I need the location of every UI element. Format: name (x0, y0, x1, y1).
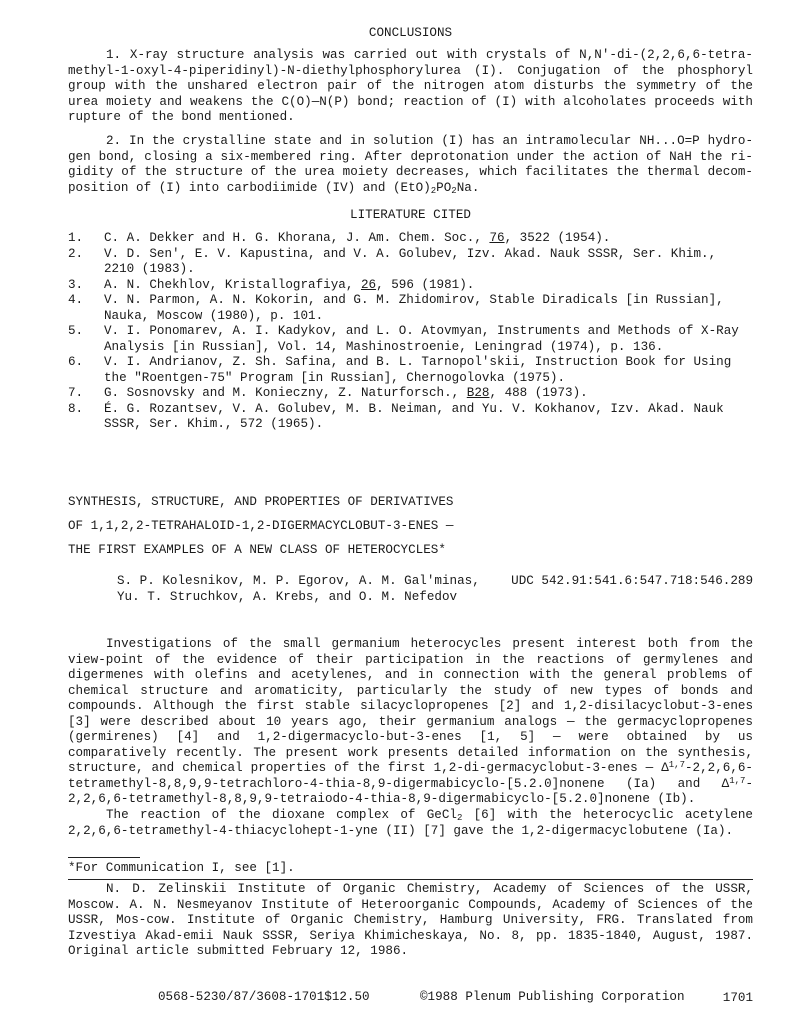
reference-text: V. N. Parmon, A. N. Kokorin, and G. M. Zhidomirov, Stable Diradicals [in Russian], Nauka, Moscow (1980), p. 101. (104, 293, 724, 323)
authors-line-1: S. P. Kolesnikov, M. P. Egorov, A. M. Gal'minas, (117, 574, 480, 588)
conclusion-item-2 (68, 134, 753, 196)
body-2-sub: 2 (456, 813, 463, 823)
reference-text-end: , 3522 (1954). (504, 231, 611, 245)
journal-code: 0568-5230/87/3608-1701$12.50 (158, 990, 370, 1004)
body-2-text-b: [6] with the heterocyclic acetylene 2,2,6,6-tetramethyl-4-thiacyclohept-1-yne (II) [7] gave the 1,2-digermacyclobutene (Ia). (68, 808, 753, 838)
reference-list (68, 231, 753, 433)
reference-item (68, 324, 753, 355)
article-title-line-3: THE FIRST EXAMPLES OF A NEW CLASS OF HETEROCYCLES* (68, 543, 446, 557)
udc-code: UDC 542.91:541.6:547.718:546.289 (511, 574, 753, 588)
authors-line-2: Yu. T. Struchkov, A. Krebs, and O. M. Nefedov (117, 589, 458, 604)
reference-item (68, 293, 753, 324)
reference-number: 2. (68, 246, 84, 261)
reference-number: 5. (68, 324, 84, 338)
reference-text-end: , 596 (1981). (376, 277, 475, 292)
article-title-line-1: SYNTHESIS, STRUCTURE, AND PROPERTIES OF DERIVATIVES (68, 495, 454, 509)
reference-item (68, 247, 753, 278)
footnote-star: *For Communication I, see [1]. (68, 861, 295, 875)
reference-number: 4. (68, 293, 84, 307)
reference-item (68, 386, 753, 402)
reference-volume: 76 (489, 231, 505, 245)
reference-text: V. I. Ponomarev, A. I. Kadykov, and L. O. Atovmyan, Instruments and Methods of X-Ray Analysis [in Russian], Vol. 14, Mashinostroenie, Leningrad (1974), p. 136. (104, 324, 739, 354)
reference-text-end: , 488 (1973). (489, 386, 588, 400)
body-1-text-b: -2,2,6,6-tetramethyl-8,8,9,9-tetrachloro-4-thia-8,9-digermabicyclo-[5.2.0]nonene (Ia) and Δ (68, 761, 753, 791)
conclusion-2-text-c: Na. (456, 180, 480, 195)
body-1-text-c: -2,2,6,6-tetramethyl-8,8,9,9-tetraiodo-4-thia-8,9-digermabicyclo-[5.2.0]nonene (Ib). (68, 776, 753, 806)
article-title (68, 490, 753, 562)
body-2-text-a: The reaction of the dioxane complex of GeCl (106, 808, 457, 822)
reference-number: 7. (68, 386, 84, 400)
reference-number: 1. (68, 231, 84, 245)
reference-item (68, 355, 753, 386)
reference-text: V. I. Andrianov, Z. Sh. Safina, and B. L. Tarnopol'skii, Instruction Book for Using the "Roentgen-75" Program [in Russian], Chernogolovka (1975). (104, 355, 732, 385)
page-number: 1701 (722, 991, 753, 1005)
body-1-sup-2: 1,7 (729, 775, 746, 786)
reference-number: 8. (68, 401, 84, 416)
reference-item (68, 402, 753, 433)
body-paragraph-2 (68, 808, 753, 839)
conclusion-2-sub-2: 2 (451, 185, 457, 196)
reference-text: C. A. Dekker and H. G. Khorana, J. Am. Chem. Soc., (104, 231, 490, 245)
reference-item (68, 231, 753, 247)
conclusion-2-text-b: PO (436, 180, 452, 195)
copyright: ©1988 Plenum Publishing Corporation (420, 990, 685, 1004)
reference-text: G. Sosnovsky and M. Konieczny, Z. Naturforsch., (104, 386, 467, 400)
body-paragraph-1 (68, 637, 753, 808)
reference-item (68, 278, 753, 294)
conclusion-2-sub-1: 2 (430, 185, 437, 196)
article-title-line-2: OF 1,1,2,2-TETRAHALOID-1,2-DIGERMACYCLOBUT-3-ENES — (68, 519, 454, 533)
reference-text: V. D. Sen', E. V. Kapustina, and V. A. Golubev, Izv. Akad. Nauk SSSR, Ser. Khim., 2210 (1983). (104, 246, 717, 276)
affiliation-note: N. D. Zelinskii Institute of Organic Chemistry, Academy of Sciences of the USSR, Moscow. A. N. Nesmeyanov Institute of Heteroorganic Compounds, Academy of Sciences of the USSR, Mos-cow. Institute of Organic Chemistry, Hamburg University, FRG. Translated from Izvestiya Akad-emii Nauk SSSR, Seriya Khimicheskaya, No. 8, pp. 1835-1840, August, 1987. Original article submitted February 12, 1986. (68, 882, 753, 958)
body-1-text-a: Investigations of the small germanium heterocycles present interest both from the view-point of the evidence of their participation in the reactions of germylenes and digermenes with olefins and acetylenes, and in connection with the general problems of chemical structure and aromaticity, particularly the study of new types of bonds and compounds. Although the first stable silacyclopropenes [2] and 1,2-disilacyclobut-3-enes [3] were described about 10 years ago, their germanium analogs — the germacyclopropenes (germirenes) [4] and 1,2-digermacyclo-but-3-enes [1, 5] — were obtained by us comparatively recently. The present work presents detailed information on the synthesis, structure, and chemical properties of the first 1,2-di-germacyclobut-3-enes — Δ (68, 637, 753, 775)
authors (117, 574, 517, 605)
reference-text: É. G. Rozantsev, V. A. Golubev, M. B. Neiman, and Yu. V. Kokhanov, Izv. Akad. Nauk SSSR, Ser. Khim., 572 (1965). (104, 401, 724, 431)
conclusion-2-text-a: 2. In the crystalline state and in solution (I) has an intramolecular NH...O=P hydro-gen bond, closing a six-membered ring. After deprotonation under the action of NaH the ri-gidity of the structure of the urea moiety decreases, which facilitates the thermal decom-position of (I) into carbodiimide (IV) and (EtO) (68, 134, 753, 195)
reference-number: 3. (68, 277, 84, 292)
reference-text: A. N. Chekhlov, Kristallografiya, (104, 277, 361, 292)
literature-heading: LITERATURE CITED (350, 208, 471, 222)
conclusions-heading: CONCLUSIONS (368, 26, 453, 40)
affiliation-rule (68, 879, 753, 880)
reference-number: 6. (68, 355, 84, 369)
reference-volume: B28 (466, 386, 490, 400)
footnote-rule (68, 857, 140, 858)
conclusion-item-1: 1. X-ray structure analysis was carried out with crystals of N,N'-di-(2,2,6,6-tetra-methyl-1-oxyl-4-piperidinyl)-N-diethylphosphorylurea (I). Conjugation of the phosphoryl group with the unshared electron pair of the nitrogen atom disturbs the symmetry of the urea moiety and weakens the C(O)—N(P) bond; reaction of (I) with alcoholates proceeds with rupture of the bond mentioned. (68, 48, 753, 124)
reference-volume: 26 (360, 277, 377, 292)
body-1-sup-1: 1,7 (668, 760, 685, 770)
